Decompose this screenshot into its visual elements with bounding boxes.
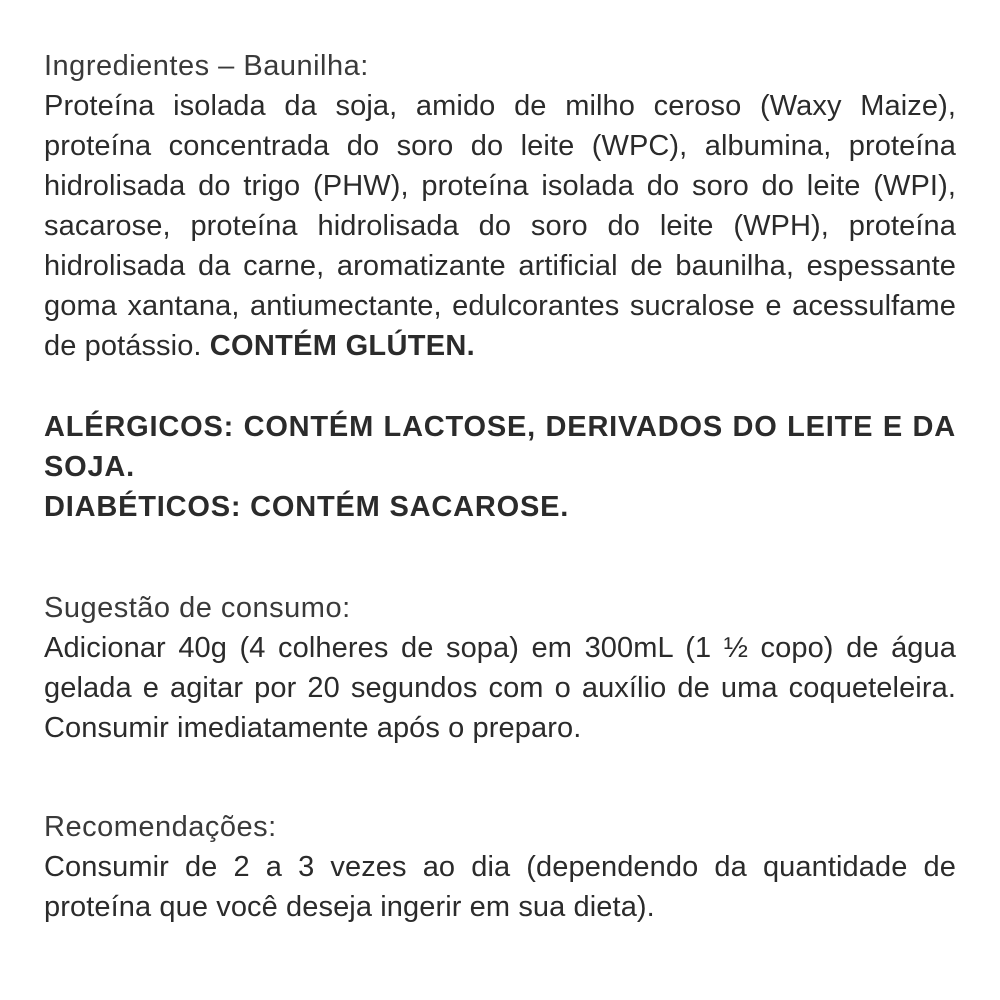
allergens-warning: ALÉRGICOS: CONTÉM LACTOSE, DERIVADOS DO LEITE E DA SOJA. <box>44 411 956 483</box>
warnings-section <box>44 407 956 527</box>
recommendations-section <box>44 807 956 927</box>
suggestion-title: Sugestão de consumo: <box>44 592 351 624</box>
ingredients-title: Ingredientes – Baunilha: <box>44 50 369 82</box>
suggestion-section <box>44 588 956 748</box>
ingredients-section <box>44 46 956 366</box>
gluten-warning: CONTÉM GLÚTEN. <box>209 330 475 362</box>
recommendations-title: Recomendações: <box>44 811 277 843</box>
diabetics-warning: DIABÉTICOS: CONTÉM SACAROSE. <box>44 491 570 523</box>
suggestion-text: Adicionar 40g (4 colheres de sopa) em 300mL (1 ½ copo) de água gelada e agitar por 20 segundos com o auxílio de uma coqueteleira. Consumir imediatamente após o preparo. <box>44 632 956 744</box>
ingredients-text <box>44 86 956 366</box>
product-label-page <box>44 46 956 927</box>
recommendations-text: Consumir de 2 a 3 vezes ao dia (dependendo da quantidade de proteína que você deseja ingerir em sua dieta). <box>44 851 956 923</box>
ingredients-list: Proteína isolada da soja, amido de milho ceroso (Waxy Maize), proteína concentrada do soro do leite (WPC), albumina, proteína hidrolisada do trigo (PHW), proteína isolada do soro do leite (WPI), sacarose, proteína hidrolisada do soro do leite (WPH), proteína hidrolisada da carne, aromatizante artificial de baunilha, espessante goma xantana, antiumectante, edulcorantes sucralose e acessulfame de potássio. <box>44 90 956 362</box>
